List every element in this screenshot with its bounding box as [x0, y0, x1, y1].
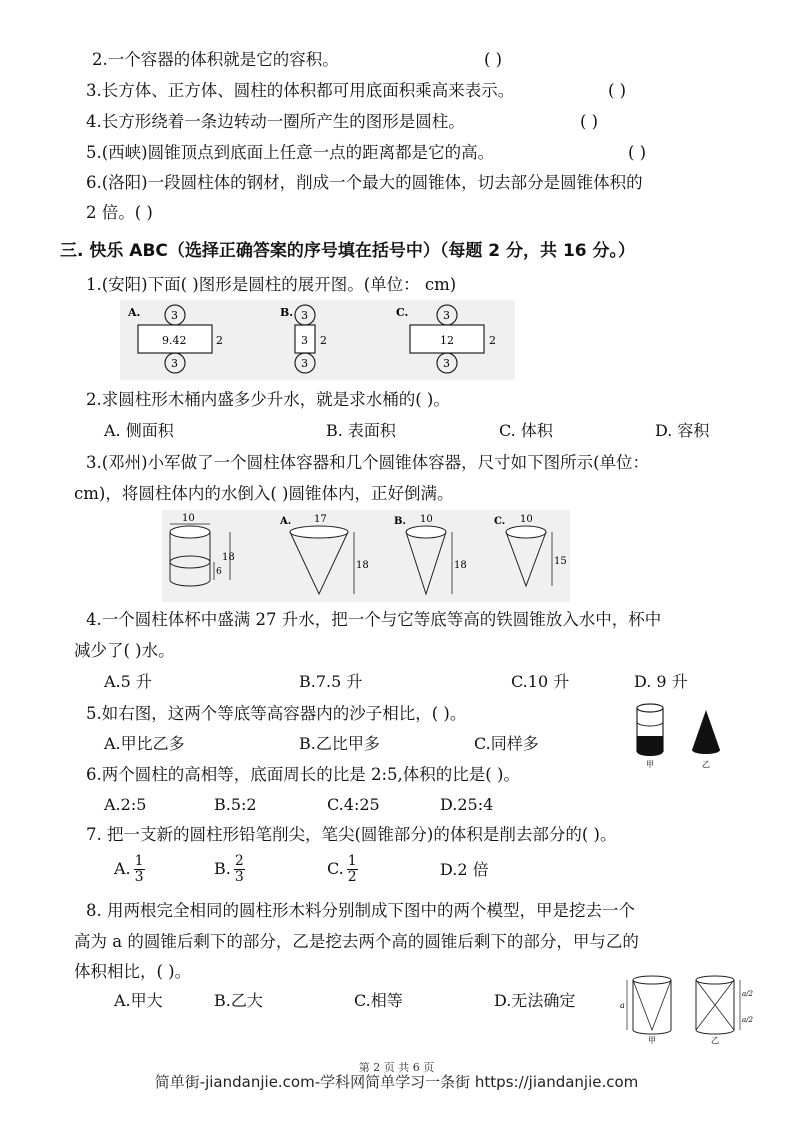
sand-jia-label: 甲	[646, 760, 654, 769]
sec3-q5-opt-c: C.同样多	[474, 734, 539, 753]
judge-q4: 4.长方形绕着一条边转动一圈所产生的图形是圆柱。	[86, 112, 465, 131]
sec3-q1: 1.(安阳)下面( )图形是圆柱的展开图。(单位： cm)	[86, 275, 457, 294]
judge-q3: 3.长方体、正方体、圆柱的体积都可用底面积乘高来表示。	[86, 81, 515, 100]
net-a-rect-label: 9.42	[162, 334, 187, 347]
sec3-q8-opt-b: B.乙大	[214, 991, 263, 1010]
sec3-q6-opt-d: D.25:4	[440, 795, 494, 814]
sec3-q6-opt-a: A.2:5	[104, 795, 147, 814]
sec3-q6-opt-b: B.5:2	[214, 795, 257, 814]
containers-figure	[162, 510, 570, 602]
sec3-q7: 7. 把一支新的圆柱形铅笔削尖，笔尖(圆锥部分)的体积是削去部分的( )。	[86, 825, 617, 844]
net-a-side: 2	[216, 334, 223, 347]
cyl-top-dim: 10	[182, 513, 195, 524]
cyl-height-dim: 18	[222, 552, 235, 563]
net-c-label: C.	[396, 306, 409, 319]
sec3-q2-opt-b: B. 表面积	[326, 421, 396, 440]
sec3-q5-opt-b: B.乙比甲多	[299, 734, 380, 753]
net-c-circle-top: 3	[443, 309, 450, 322]
cone-c-top-dim: 10	[520, 514, 533, 525]
sec3-q8-opt-a: A.甲大	[114, 991, 163, 1010]
net-c-circle-bottom: 3	[443, 357, 450, 370]
judge-q6-line1: 6.(洛阳)一段圆柱体的钢材，削成一个最大的圆锥体，切去部分是圆锥体积的	[86, 173, 643, 192]
sec3-q7-opt-d: D.2 倍	[440, 860, 489, 879]
model-yi-half-a-top: a/2	[742, 990, 753, 998]
model-jia-a: a	[620, 1001, 625, 1010]
sec3-q8-opt-c: C.相等	[354, 991, 403, 1010]
net-b-rect-label: 3	[301, 334, 308, 347]
sec3-q2-opt-d: D. 容积	[655, 421, 710, 440]
net-c-rect-label: 12	[440, 334, 454, 347]
page-number: 第 2 页 共 6 页	[358, 1061, 435, 1074]
cone-a-h-dim: 18	[356, 560, 369, 571]
sec3-q3-line2: cm)，将圆柱体内的水倒入( )圆锥体内，正好倒满。	[74, 484, 454, 503]
sec3-q2: 2.求圆柱形木桶内盛多少升水，就是求水桶的( )。	[86, 390, 450, 409]
judge-q3-paren: ( )	[608, 81, 627, 100]
sec3-q4-opt-d: D. 9 升	[634, 672, 688, 691]
sec3-q4-opt-a: A.5 升	[104, 672, 152, 691]
judge-q4-paren: ( )	[580, 112, 599, 131]
sand-containers-figure	[630, 700, 730, 770]
cone-a-top-dim: 17	[314, 514, 327, 525]
sec3-q3-line1: 3.(邓州)小军做了一个圆柱体容器和几个圆锥体容器，尺寸如下图所示(单位：	[86, 453, 650, 472]
net-a-label: A.	[128, 306, 141, 319]
cone-b-label: B.	[394, 516, 406, 527]
judge-q6-line2: 2 倍。( )	[86, 203, 153, 222]
section3-heading: 三. 快乐 ABC（选择正确答案的序号填在括号中）（每题 2 分，共 16 分。）	[60, 241, 636, 261]
cone-c-h-dim: 15	[554, 556, 567, 567]
sec3-q8-opt-d: D.无法确定	[494, 991, 576, 1010]
sec3-q4-opt-b: B.7.5 升	[299, 672, 363, 691]
sec3-q6: 6.两个圆柱的高相等，底面周长的比是 2:5,体积的比是( )。	[86, 765, 520, 784]
judge-q2-paren: ( )	[484, 50, 503, 69]
net-b-circle-bottom: 3	[301, 357, 308, 370]
sec3-q5: 5.如右图，这两个等底等高容器内的沙子相比，( )。	[86, 704, 467, 723]
cone-a-label: A.	[280, 516, 292, 527]
net-b-side: 2	[320, 334, 327, 347]
sec3-q5-opt-a: A.甲比乙多	[104, 734, 185, 753]
judge-q5-paren: ( )	[628, 143, 647, 162]
net-b-circle-top: 3	[301, 309, 308, 322]
carved-models-figure	[618, 972, 754, 1046]
sec3-q4-line2: 减少了( )水。	[74, 641, 175, 660]
sand-yi-label: 乙	[702, 760, 710, 769]
net-b-label: B.	[280, 306, 294, 319]
model-jia-label: 甲	[648, 1036, 656, 1045]
sec3-q7-opt-c: C. $\frac{1}{2}$	[327, 853, 357, 885]
sec3-q4-opt-c: C.10 升	[511, 672, 570, 691]
cone-b-top-dim: 10	[420, 514, 433, 525]
cone-c-label: C.	[494, 516, 506, 527]
sec3-q8-line2: 高为 a 的圆锥后剩下的部分，乙是挖去两个高的圆锥后剩下的部分，甲与乙的	[74, 932, 639, 951]
sec3-q4-line1: 4.一个圆柱体杯中盛满 27 升水，把一个与它等底等高的铁圆锥放入水中，杯中	[86, 610, 662, 629]
site-footer: 简单街-jiandanjie.com-学科网简单学习一条街 https://jiandanjie.com	[154, 1073, 639, 1091]
net-a-circle-top: 3	[171, 309, 178, 322]
model-yi-label: 乙	[711, 1036, 719, 1045]
net-diagrams-figure	[120, 300, 515, 380]
cone-b-h-dim: 18	[454, 560, 467, 571]
sec3-q6-opt-c: C.4:25	[327, 795, 380, 814]
cyl-water-dim: 6	[216, 567, 222, 577]
sec3-q7-opt-b: B. $\frac{2}{3}$	[214, 853, 244, 885]
sec3-q2-opt-c: C. 体积	[499, 421, 553, 440]
judge-q2: 2.一个容器的体积就是它的容积。	[92, 50, 339, 69]
sec3-q8-line1: 8. 用两根完全相同的圆柱形木料分别制成下图中的两个模型，甲是挖去一个	[86, 901, 635, 920]
sec3-q7-opt-a: A. $\frac{1}{3}$	[114, 853, 144, 885]
judge-q5: 5.(西峡)圆锥顶点到底面上任意一点的距离都是它的高。	[86, 143, 495, 162]
sec3-q8-line3: 体积相比，( )。	[74, 962, 192, 981]
net-c-side: 2	[489, 334, 496, 347]
model-yi-half-a-bottom: a/2	[742, 1016, 753, 1024]
net-a-circle-bottom: 3	[171, 357, 178, 370]
sec3-q2-opt-a: A. 侧面积	[104, 421, 174, 440]
